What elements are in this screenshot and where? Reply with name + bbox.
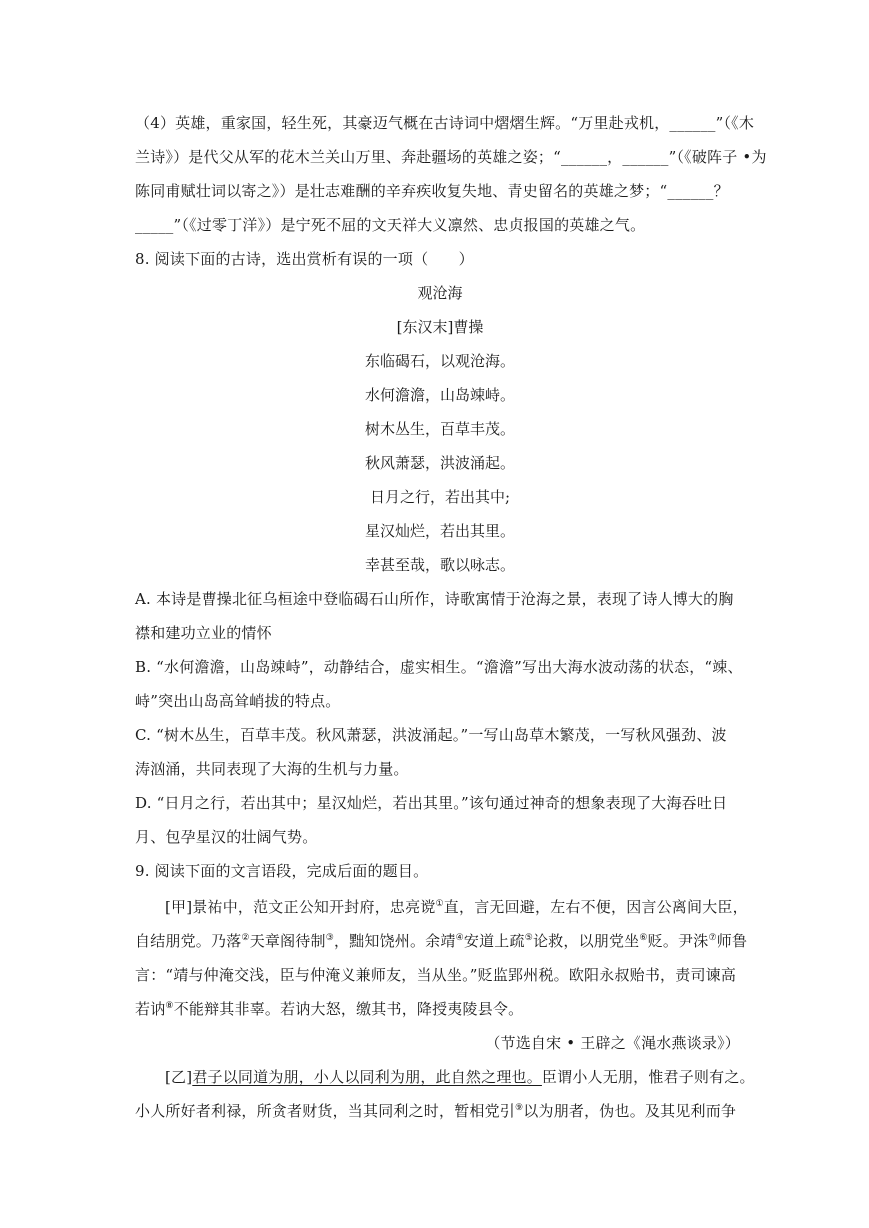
text-line: （4）英雄，重家国，轻生死，其豪迈气概在古诗词中熠熠生辉。“万里赴戎机，______”（《木 — [135, 114, 755, 132]
option-d: D. “日月之行，若出其中；星汉灿烂，若出其里。”该句通过神奇的想象表现了大海吞吐日 — [135, 794, 728, 812]
passage-source: （节选自宋 • 王辟之《渑水燕谈录》） — [485, 1034, 740, 1052]
passage-line: 自结朋党。乃落②天章阁待制③，黜知饶州。余靖④安道上疏⑤论救，以朋党坐⑥贬。尹洙⑦师鲁 — [135, 932, 748, 950]
option-c-cont: 涛汹涌，共同表现了大海的生机与力量。 — [135, 760, 409, 778]
question-7-part-4 — [135, 106, 767, 276]
option-b-cont: 峙”突出山岛高耸峭拔的特点。 — [135, 692, 341, 710]
poem-author: [东汉末]曹操 — [396, 318, 484, 336]
question-9-stem: 9. 阅读下面的文言语段，完成后面的题目。 — [135, 862, 429, 880]
poem-line: 秋风萧瑟，洪波涌起。 — [364, 454, 515, 472]
poem-line: 星汉灿烂，若出其里。 — [364, 522, 515, 540]
underlined-sentence: 君子以同道为朋，小人以同利为朋，此自然之理也。 — [192, 1068, 542, 1086]
passage-jia — [135, 890, 748, 1060]
text-line: 陈同甫赋壮词以寄之》）是壮志难酬的辛弃疾收复失地、青史留名的英雄之梦；“______？ — [135, 182, 729, 200]
question-8-options — [135, 582, 743, 888]
passage-line: [乙]君子以同道为朋，小人以同利为朋，此自然之理也。臣谓小人无朋，惟君子则有之。 — [165, 1068, 755, 1086]
passage-yi — [135, 1060, 755, 1128]
text-line: _____”（《过零丁洋》）是宁死不屈的文天祥大义凛然、忠贞报国的英雄之气。 — [135, 216, 646, 234]
text-line: 兰诗》）是代父从军的花木兰关山万里、奔赴疆场的英雄之姿；“______，______”（《破阵子 •为 — [135, 148, 767, 166]
poem-line: 树木丛生，百草丰茂。 — [364, 420, 515, 438]
option-b: B. “水何澹澹，山岛竦峙”，动静结合，虚实相生。“澹澹”写出大海水波动荡的状态，“竦、 — [135, 658, 743, 676]
poem-line: 幸甚至哉，歌以咏志。 — [364, 556, 515, 574]
option-a-cont: 襟和建功立业的情怀 — [135, 624, 272, 642]
option-d-cont: 月、包孕星汉的壮阔气势。 — [135, 828, 318, 846]
passage-line: [甲]景祐中，范文正公知开封府，忠亮谠①直，言无回避，左右不便，因言公离间大臣， — [165, 898, 748, 916]
passage-line: 言：“靖与仲淹交浅，臣与仲淹义兼师友，当从坐。”贬监郢州税。欧阳永叔贻书，责司谏高 — [135, 966, 737, 984]
passage-line: 小人所好者利禄，所贪者财货，当其同利之时，暂相党引⑨以为朋者，伪也。及其见利而争 — [135, 1102, 737, 1120]
poem-line: 水何澹澹，山岛竦峙。 — [364, 386, 515, 404]
poem-line: 东临碣石，以观沧海。 — [364, 352, 515, 370]
option-c: C. “树木丛生，百草丰茂。秋风萧瑟，洪波涌起。”一写山岛草木繁茂，一写秋风强劲、波 — [135, 726, 727, 744]
poem-title: 观沧海 — [417, 284, 463, 302]
poem — [300, 276, 580, 582]
question-8-stem: 8. 阅读下面的古诗，选出赏析有误的一项（ ） — [135, 250, 474, 268]
poem-line: 日月之行，若出其中; — [369, 488, 511, 506]
option-a: A. 本诗是曹操北征乌桓途中登临碣石山所作，诗歌寓情于沧海之景，表现了诗人博大的胸 — [135, 590, 734, 608]
passage-line: 若讷⑧不能辩其非辜。若讷大怒，缴其书，降授夷陵县令。 — [135, 1000, 524, 1018]
